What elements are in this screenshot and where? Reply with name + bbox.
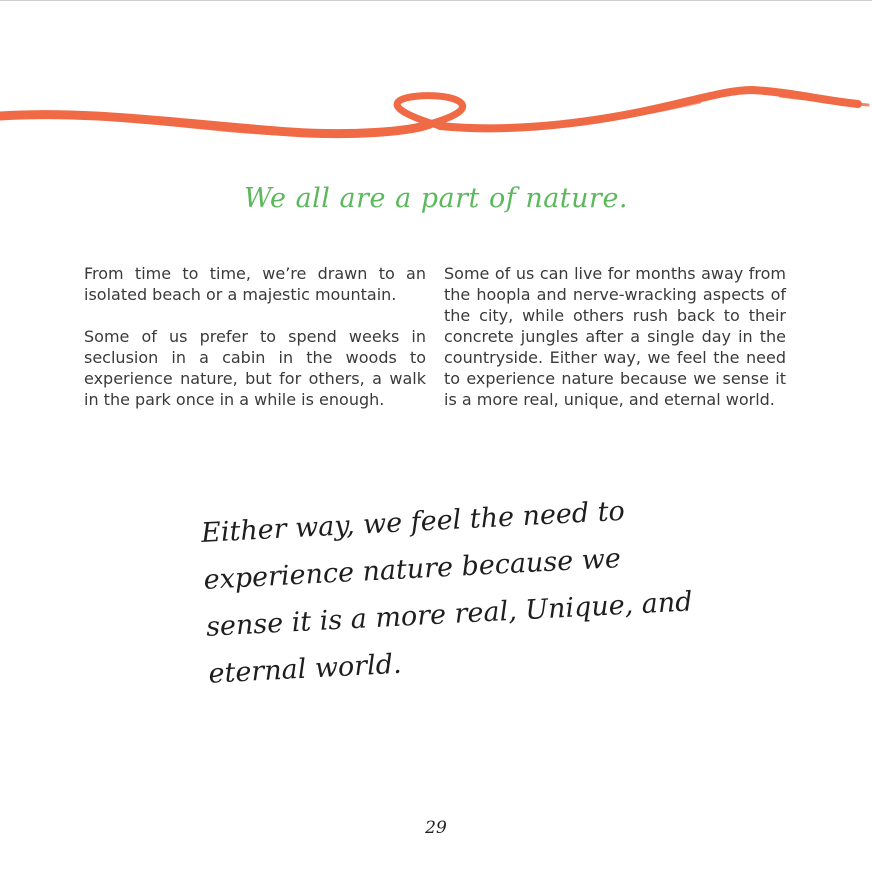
- pull-quote-line: eternal world.: [207, 648, 403, 690]
- body-paragraph: From time to time, we’re drawn to an isolated beach or a majestic mountain.: [84, 264, 426, 304]
- pull-quote-line: sense it is a more real, Unique, and: [205, 586, 694, 643]
- pull-quote-line: experience nature because we: [202, 543, 622, 596]
- pull-quote-line: Either way, we feel the need to: [200, 495, 626, 549]
- body-paragraph: Some of us can live for months away from the hoopla and nerve-wracking aspects of the city, while others rush back to their concrete jungles after a single day in the countryside. Either way, we feel the need to experience nature because we sense it is a more real, unique, and eternal world.: [444, 264, 786, 409]
- section-heading: We all are a part of nature.: [243, 183, 629, 214]
- pull-quote: [200, 483, 719, 697]
- page-number: 29: [425, 818, 447, 838]
- right-text-column: [444, 263, 786, 431]
- page-top-border: [0, 0, 872, 1]
- body-paragraph: Some of us prefer to spend weeks in seclusion in a cabin in the woods to experience nature, but for others, a walk in the park once in a while is enough.: [84, 327, 426, 409]
- orange-brush-stroke: [0, 80, 872, 150]
- left-text-column: [84, 263, 426, 431]
